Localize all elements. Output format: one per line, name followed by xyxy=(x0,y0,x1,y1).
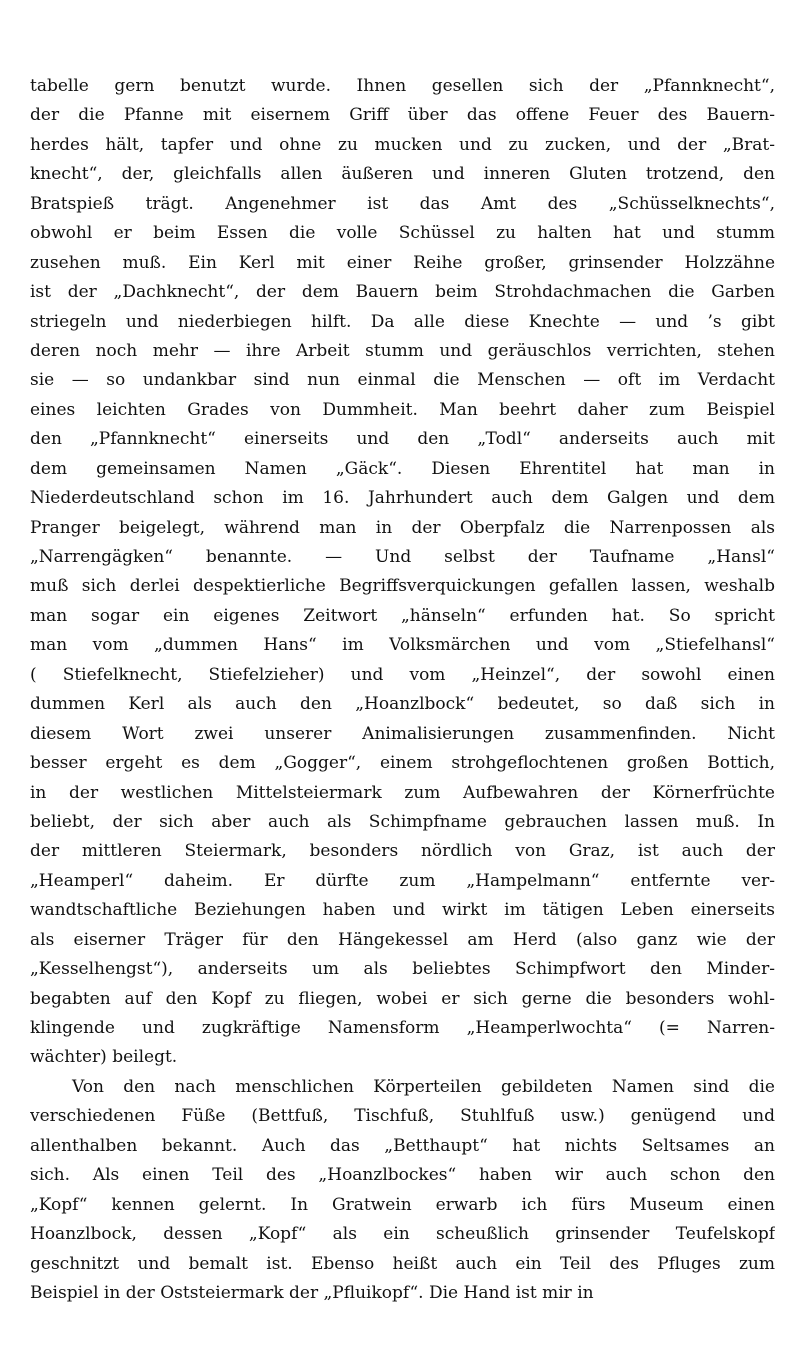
text-line: ist der „Dachknecht“, der dem Bauern beim Strohdachmachen die Garben xyxy=(30,282,775,303)
text-line: „Heamperl“ daheim. Er dürfte zum „Hampelmann“ entfernte ver- xyxy=(30,870,775,891)
text-line: sich. Als einen Teil des „Hoanzlbockes“ haben wir auch schon den xyxy=(30,1165,775,1186)
text-line: wandtschaftliche Beziehungen haben und wirkt im tätigen Leben einerseits xyxy=(30,900,775,921)
text-line: zusehen muß. Ein Kerl mit einer Reihe großer, grinsender Holzzähne xyxy=(30,252,775,273)
text-line: deren noch mehr — ihre Arbeit stumm und geräuschlos verrichten, stehen xyxy=(30,340,775,361)
text-line: obwohl er beim Essen die volle Schüssel zu halten hat und stumm xyxy=(30,223,775,244)
text-line: diesem Wort zwei unserer Animalisierungen zusammenfinden. Nicht xyxy=(30,723,775,744)
text-line: Beispiel in der Oststeiermark der „Pfluikopf“. Die Hand ist mir in xyxy=(30,1282,594,1303)
text-line: geschnitzt und bemalt ist. Ebenso heißt auch ein Teil des Pfluges zum xyxy=(30,1253,775,1274)
text-line: Hoanzlbock, dessen „Kopf“ als ein scheußlich grinsender Teufelskopf xyxy=(30,1224,775,1245)
text-line: „Kesselhengst“), anderseits um als beliebtes Schimpfwort den Minder- xyxy=(30,959,775,980)
text-line: der mittleren Steiermark, besonders nördlich von Graz, ist auch der xyxy=(30,841,775,862)
text-line: den „Pfannknecht“ einerseits und den „Todl“ anderseits auch mit xyxy=(30,429,775,450)
text-line: man sogar ein eigenes Zeitwort „hänseln“ erfunden hat. So spricht xyxy=(30,605,775,626)
text-line: „Narrengägken“ benannte. — Und selbst der Taufname „Hansl“ xyxy=(30,547,775,567)
text-line: als eiserner Träger für den Hängekessel am Herd (also ganz wie der xyxy=(30,929,775,950)
text-line: besser ergeht es dem „Gogger“, einem strohgeflochtenen großen Bottich, xyxy=(30,753,775,774)
text-line: herdes hält, tapfer und ohne zu mucken und zu zucken, und der „Brat- xyxy=(30,134,775,155)
text-line: ( Stiefelknecht, Stiefelzieher) und vom „Heinzel“, der sowohl einen xyxy=(30,664,775,685)
text-line: striegeln und niederbiegen hilft. Da alle diese Knechte — und ’s gibt xyxy=(30,311,775,332)
text-line: beliebt, der sich aber auch als Schimpfname gebrauchen lassen muß. In xyxy=(30,811,775,832)
text-line: „Kopf“ kennen gelernt. In Gratwein erwarb ich fürs Museum einen xyxy=(30,1194,775,1215)
text-line: klingende und zugkräftige Namensform „Heamperlwochta“ (= Narren- xyxy=(30,1018,775,1038)
text-line: allenthalben bekannt. Auch das „Betthaupt“ hat nichts Seltsames an xyxy=(30,1135,775,1156)
text-line: begabten auf den Kopf zu fliegen, wobei er sich gerne die besonders wohl- xyxy=(30,988,775,1009)
text-line: dem gemeinsamen Namen „Gäck“. Diesen Ehrentitel hat man in xyxy=(30,458,775,479)
text-line: Von den nach menschlichen Körperteilen gebildeten Namen sind die xyxy=(72,1076,775,1097)
text-line: knecht“, der, gleichfalls allen äußeren und inneren Gluten trotzend, den xyxy=(30,164,775,185)
text-line: sie — so undankbar sind nun einmal die Menschen — oft im Verdacht xyxy=(30,370,775,391)
text-line: Niederdeutschland schon im 16. Jahrhundert auch dem Galgen und dem xyxy=(30,488,775,509)
text-line: man vom „dummen Hans“ im Volksmärchen und vom „Stiefelhansl“ xyxy=(30,635,775,656)
text-line: verschiedenen Füße (Bettfuß, Tischfuß, Stuhlfuß usw.) genügend und xyxy=(30,1106,775,1127)
text-body xyxy=(30,72,775,1308)
text-line: wächter) beilegt. xyxy=(30,1047,178,1068)
text-line: muß sich derlei despektierliche Begriffsverquickungen gefallen lassen, weshalb xyxy=(30,576,775,597)
text-line: Pranger beigelegt, während man in der Oberpfalz die Narrenpossen als xyxy=(30,517,775,538)
text-line: eines leichten Grades von Dummheit. Man beehrt daher zum Beispiel xyxy=(30,399,775,420)
text-line: Bratspieß trägt. Angenehmer ist das Amt des „Schüsselknechts“, xyxy=(30,193,775,214)
text-line: der die Pfanne mit eisernem Griff über das offene Feuer des Bauern- xyxy=(30,105,775,126)
text-line: in der westlichen Mittelsteiermark zum Aufbewahren der Körnerfrüchte xyxy=(30,782,775,803)
text-line: dummen Kerl als auch den „Hoanzlbock“ bedeutet, so daß sich in xyxy=(30,694,775,715)
text-line: tabelle gern benutzt wurde. Ihnen gesellen sich der „Pfannknecht“, xyxy=(30,76,775,96)
